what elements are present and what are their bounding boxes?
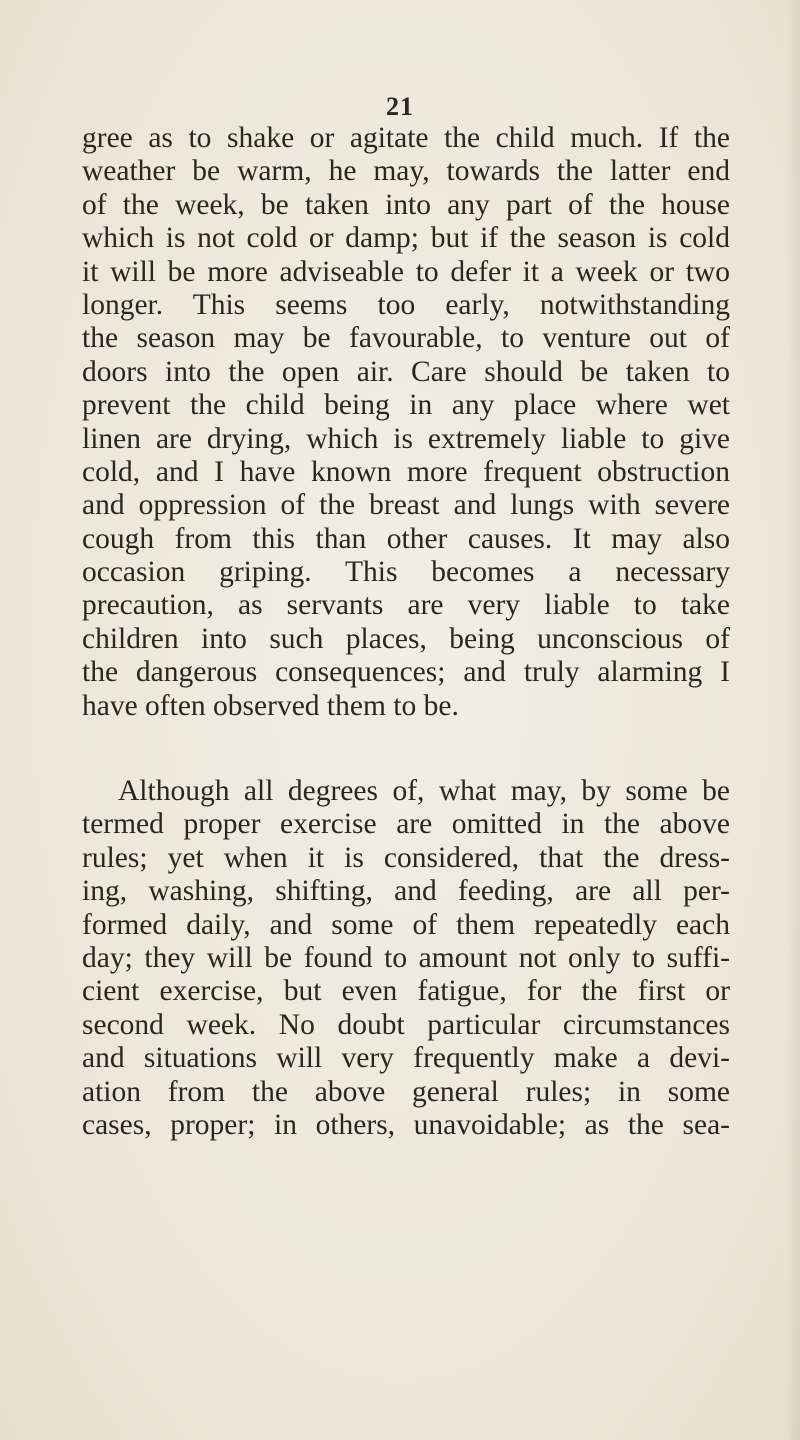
text-line: ation from the above general rules; in some (82, 1075, 730, 1108)
text-line: rules; yet when it is considered, that the dress- (82, 841, 730, 874)
text-line: second week. No doubt particular circumstances (82, 1008, 730, 1041)
text-line: ing, washing, shifting, and feeding, are all per- (82, 875, 730, 908)
text-line: termed proper exercise are omitted in the above (82, 808, 730, 841)
text-line: children into such places, being unconscious of (82, 622, 730, 655)
text-line: prevent the child being in any place where wet (82, 389, 730, 422)
paragraph-2 (82, 775, 730, 1142)
text-line: precaution, as servants are very liable to take (82, 589, 730, 622)
text-line: of the week, be taken into any part of the house (82, 188, 730, 221)
page-number: 21 (386, 92, 414, 121)
text-line: gree as to shake or agitate the child much. If the (82, 122, 730, 154)
paragraph-1 (82, 122, 730, 723)
text-line: the season may be favourable, to venture out of (82, 322, 730, 355)
text-line: cient exercise, but even fatigue, for the first or (82, 975, 730, 1008)
text-line: cold, and I have known more frequent obstruction (82, 455, 730, 488)
body-text (82, 122, 730, 1142)
paragraph-gap (82, 723, 730, 775)
text-line: occasion griping. This becomes a necessary (82, 556, 730, 589)
text-line: cough from this than other causes. It may also (82, 522, 730, 555)
text-line: formed daily, and some of them repeatedly each (82, 908, 730, 941)
text-line: cases, proper; in others, unavoidable; as the sea- (82, 1108, 730, 1141)
text-line: and situations will very frequently make a devi- (82, 1042, 730, 1075)
text-line: and oppression of the breast and lungs with severe (82, 489, 730, 522)
text-line: the dangerous consequences; and truly alarming I (82, 656, 730, 689)
text-line: linen are drying, which is extremely liable to give (82, 422, 730, 455)
text-line: Although all degrees of, what may, by some be (118, 775, 730, 808)
text-line: which is not cold or damp; but if the season is cold (82, 222, 730, 255)
text-line: it will be more adviseable to defer it a week or two (82, 255, 730, 288)
text-line: weather be warm, he may, towards the latter end (82, 155, 730, 188)
text-line: have often observed them to be. (82, 689, 459, 722)
text-line: doors into the open air. Care should be taken to (82, 355, 730, 388)
text-line: longer. This seems too early, notwithstanding (82, 288, 730, 321)
text-line: day; they will be found to amount not only to suffi- (82, 941, 730, 974)
page-edge-shadow (786, 0, 800, 1440)
